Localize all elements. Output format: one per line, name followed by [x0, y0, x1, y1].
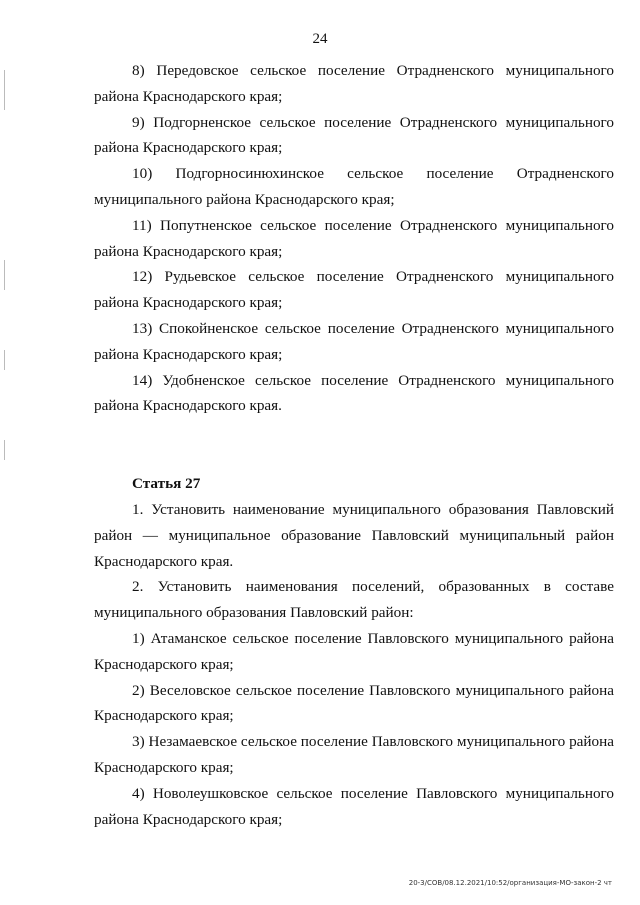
scan-mark — [4, 350, 5, 370]
list-item: 1) Атаманское сельское поселение Павловского муниципального района Краснодарского края; — [94, 629, 614, 673]
margin-scan-marks — [2, 70, 10, 470]
list-item: 14) Удобненское сельское поселение Отрадненского муниципального района Краснодарского края. — [94, 371, 614, 415]
list-item: 12) Рудьевское сельское поселение Отрадненского муниципального района Краснодарского края; — [94, 268, 614, 312]
article-paragraph: 2. Установить наименования поселений, образованных в составе муниципального образования Павловский район: — [94, 578, 614, 622]
list-item: 9) Подгорненское сельское поселение Отрадненского муниципального района Краснодарского края; — [94, 113, 614, 157]
list-item: 8) Передовское сельское поселение Отрадненского муниципального района Краснодарского края; — [94, 62, 614, 105]
page-number: 24 — [312, 31, 328, 47]
list-item: 4) Новолеушковское сельское поселение Павловского муниципального района Краснодарского края; — [94, 784, 614, 828]
scan-mark — [4, 260, 5, 290]
list-item: 10) Подгорносинюхинское сельское поселение Отрадненского муниципального района Краснодарского края; — [94, 165, 614, 208]
article-paragraph: 1. Установить наименование муниципального образования Павловский район — муниципальное образование Павловский муниципальный район Краснодарского края. — [94, 500, 614, 570]
scan-mark — [4, 70, 5, 110]
list-item: 2) Веселовское сельское поселение Павловского муниципального района Краснодарского края; — [94, 681, 614, 725]
scan-mark — [4, 440, 5, 460]
list-item: 13) Спокойненское сельское поселение Отрадненского муниципального района Краснодарского края; — [94, 319, 614, 363]
section-gap — [94, 419, 614, 445]
document-body — [94, 58, 614, 832]
document-footer: 20-3/СОВ/08.12.2021/10:52/организация-МО-закон-2 чт — [408, 879, 612, 887]
list-item: 11) Попутненское сельское поселение Отрадненского муниципального района Краснодарского края; — [94, 216, 614, 260]
section-gap — [94, 445, 614, 471]
article-heading: Статья 27 — [132, 475, 201, 493]
list-item: 3) Незамаевское сельское поселение Павловского муниципального района Краснодарского края; — [94, 733, 614, 776]
